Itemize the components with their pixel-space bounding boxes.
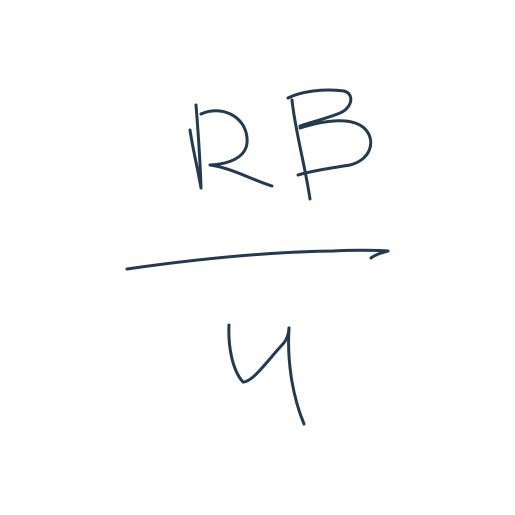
letter-b-lower — [298, 121, 371, 175]
letter-b-stem — [292, 100, 310, 199]
letter-y-left — [229, 325, 289, 382]
fraction-bar — [127, 250, 388, 269]
letter-y-right — [289, 328, 304, 424]
letter-r-bowl — [201, 111, 272, 186]
ink-strokes — [127, 90, 388, 424]
letter-r-stem — [190, 105, 201, 188]
